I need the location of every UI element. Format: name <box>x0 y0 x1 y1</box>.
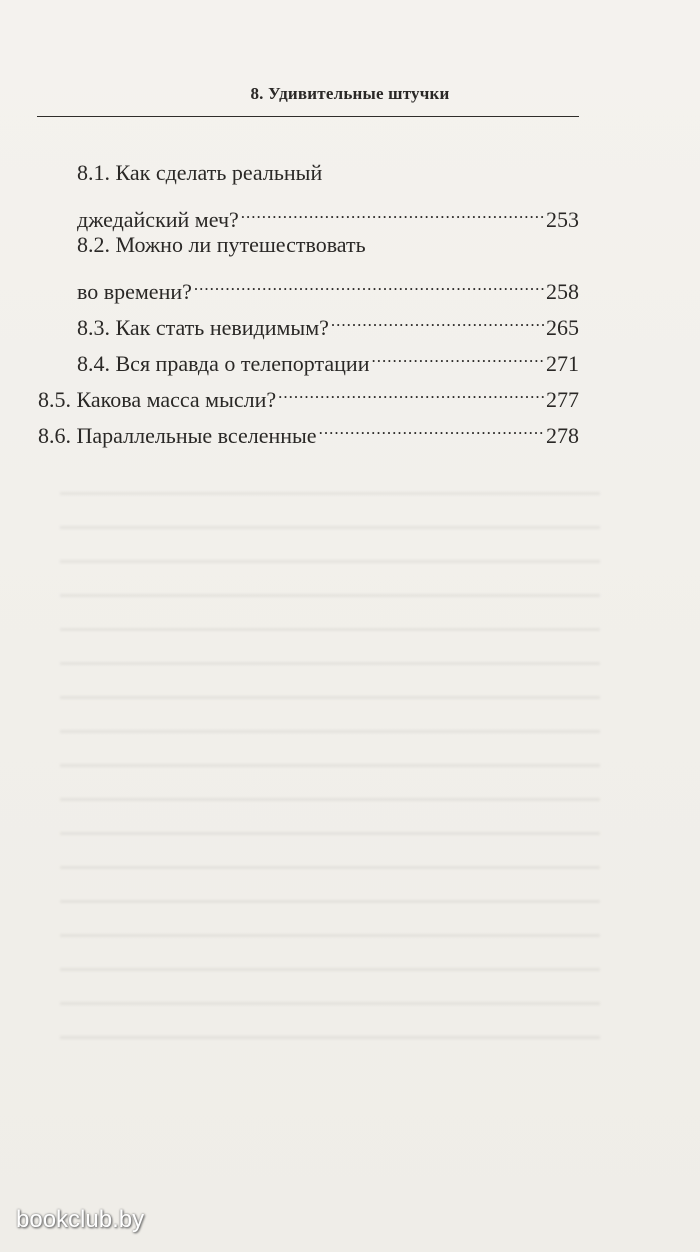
dot-leader <box>241 191 544 227</box>
toc-entry-title: 8.3. Как стать невидимым? <box>77 315 329 340</box>
toc-entry-8-2-line-1 <box>77 227 579 263</box>
toc-entry-title: 8.6. Параллельные вселенные <box>38 423 317 448</box>
dot-leader <box>278 371 544 407</box>
toc-page-number: 278 <box>546 423 579 448</box>
toc-entry-title: джедайский меч? <box>77 207 239 232</box>
running-head: 8. Удивительные штучки <box>250 84 450 103</box>
dot-leader <box>319 407 544 443</box>
toc-page-number: 265 <box>546 315 579 340</box>
toc-entry-8-6 <box>38 407 579 448</box>
toc-entry-title: 8.4. Вся правда о телепортации <box>77 351 370 376</box>
dot-leader <box>194 263 544 299</box>
toc-page-number: 253 <box>546 207 579 232</box>
toc-page-number: 277 <box>546 387 579 412</box>
toc-page-number: 258 <box>546 279 579 304</box>
bleed-through-text <box>60 470 600 1070</box>
toc-entry-8-1-line-2 <box>77 191 579 232</box>
header-rule <box>37 116 579 117</box>
dot-leader <box>371 335 544 371</box>
toc-entry-8-5 <box>38 371 579 412</box>
toc-page-number: 271 <box>546 351 579 376</box>
toc-entry-8-4 <box>77 335 579 376</box>
toc-entry-8-1-line-1 <box>77 155 579 191</box>
site-watermark: bookclub.by <box>16 1206 145 1233</box>
toc-entry-title: 8.1. Как сделать реальный <box>77 160 323 185</box>
toc-entry-title: 8.5. Какова масса мысли? <box>38 387 277 412</box>
toc-entry-title: 8.2. Можно ли путешествовать <box>77 232 366 257</box>
dot-leader <box>331 299 544 335</box>
toc-entry-8-3 <box>77 299 579 340</box>
toc-entry-title: во времени? <box>77 279 192 304</box>
toc-entry-8-2-line-2 <box>77 263 579 304</box>
